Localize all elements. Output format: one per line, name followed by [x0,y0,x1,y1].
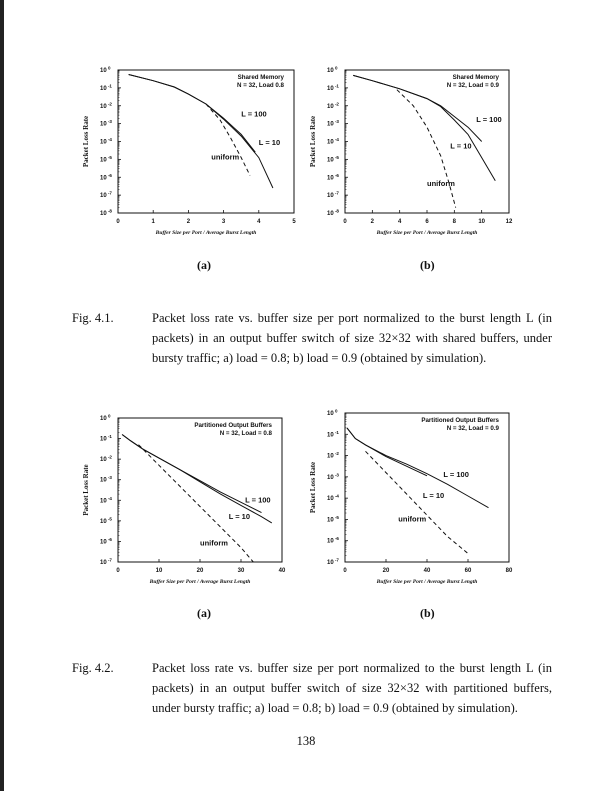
y-tick-label: 10 $^{-3}$ [100,119,112,128]
series-annotation: L = 100 [245,495,271,505]
x-tick-label: 4 [257,219,261,225]
y-tick-label: 10 $^{-4}$ [100,137,112,146]
x-tick-label: 2 [370,219,375,225]
x-axis-label: Buffer Size per Port / Average Burst Length [376,230,478,236]
x-tick-label: 0 [343,568,347,574]
plot-frame [345,70,509,213]
chart-fig-4-2b [287,405,519,603]
caption-text: Packet loss rate vs. buffer size per port normalized to the burst length L (in packets) in an output buffer switch of size 32×32 with shared buffers, under bursty traffic; a) load = 0.8; b) load = 0.9 (obtained by simulation). [152,311,552,365]
series-annotation: L = 10 [450,141,472,151]
y-tick-label: 10 $^{-5}$ [100,154,112,164]
series-annotation: L = 100 [443,469,469,479]
subfigure-label-4-1b: (b) [420,258,435,272]
y-tick-label: 10 $^{-6}$ [327,536,339,545]
y-tick-label: 10 $^{-4}$ [327,137,339,146]
series-annotation: L = 100 [241,109,267,119]
y-tick-label: 10 $^{-7}$ [100,190,112,200]
y-tick-label: 10 $^{-6}$ [100,172,112,182]
y-tick-label: 10 $^{-2}$ [327,451,339,460]
y-tick-label: 10 $^{-4}$ [100,495,112,505]
x-tick-label: 5 [292,219,296,225]
y-tick-label: 10 $^0$ [327,65,338,74]
chart-fig-4-2a [60,410,292,603]
x-tick-label: 4 [397,219,402,225]
chart-title: Shared Memory [237,74,284,81]
series-annotation: uniform [398,514,427,524]
chart-title: Partitioned Output Buffers [194,422,272,429]
chart-subtitle: N = 32, Load = 0.9 [446,82,499,89]
y-tick-label: 10 $^{-5}$ [327,514,339,524]
x-tick-label: 1 [151,219,155,225]
y-tick-label: 10 $^{-5}$ [100,516,112,525]
series-annotation: uniform [200,538,228,548]
series-line-uniform [139,445,254,562]
x-tick-label: 0 [116,568,120,574]
y-tick-label: 10 $^{-6}$ [100,536,112,546]
series-line-uniform [397,90,456,208]
y-axis-label: Packet Loss Rate [309,115,317,168]
series-annotation: L = 10 [258,138,281,148]
x-tick-label: 30 [237,568,245,574]
x-axis-label: Buffer Size per Port / Average Burst Length [155,230,257,236]
y-tick-label: 10 $^0$ [100,413,111,422]
y-tick-label: 10 $^{-3}$ [327,119,339,128]
x-tick-label: 2 [186,219,191,225]
series-line-l-10 [129,75,273,189]
y-axis-label: Packet Loss Rate [82,115,90,168]
plot-frame [345,413,509,562]
x-tick-label: 20 [196,568,204,574]
x-tick-label: 0 [116,219,120,225]
caption-label: Fig. 4.1. [72,311,114,325]
chart-fig-4-1b [287,62,519,254]
series-annotation: L = 10 [422,491,445,501]
caption-label: Fig. 4.2. [72,661,114,675]
y-tick-label: 10 $^{-2}$ [327,101,339,110]
y-tick-label: 10 $^{-2}$ [100,454,112,464]
y-tick-label: 10 $^{-6}$ [327,172,339,182]
subfigure-label-4-2b: (b) [420,606,435,620]
x-tick-label: 12 [505,219,513,225]
y-tick-label: 10 $^0$ [327,408,338,417]
x-tick-label: 20 [382,568,390,574]
series-line-l-100 [122,435,261,513]
y-tick-label: 10 $^{-1}$ [327,429,339,439]
x-tick-label: 8 [452,219,457,225]
x-tick-label: 60 [464,568,472,574]
x-tick-label: 40 [423,568,431,574]
y-tick-label: 10 $^0$ [100,65,111,74]
y-tick-label: 10 $^{-4}$ [327,493,339,503]
y-tick-label: 10 $^{-7}$ [100,557,112,566]
series-annotation: L = 10 [228,511,251,521]
x-tick-label: 10 [478,219,486,225]
y-tick-label: 10 $^{-8}$ [327,208,339,217]
chart-subtitle: N = 32, Load = 0.9 [446,425,499,432]
chart-subtitle: N = 32, Load 0.8 [237,82,284,89]
chart-subtitle: N = 32, Load = 0.8 [219,430,272,437]
series-line-l-100 [347,428,489,508]
y-tick-label: 10 $^{-1}$ [327,83,339,92]
chart-title: Partitioned Output Buffers [421,417,499,424]
y-axis-label: Packet Loss Rate [309,461,317,514]
scan-edge-bar [0,0,4,791]
x-tick-label: 10 [155,568,163,574]
x-tick-label: 0 [343,219,347,225]
caption-fig-4-2 [72,658,552,718]
y-tick-label: 10 $^{-8}$ [100,208,112,217]
series-line-uniform [366,451,469,553]
y-tick-label: 10 $^{-1}$ [100,83,112,92]
x-tick-label: 6 [425,219,429,225]
caption-fig-4-1 [72,308,552,368]
x-tick-label: 40 [278,568,286,574]
page-number: 138 [296,734,316,748]
x-tick-label: 80 [505,568,513,574]
series-line-l-10 [353,75,495,180]
chart-title: Shared Memory [452,74,499,81]
x-tick-label: 3 [221,219,226,225]
y-tick-label: 10 $^{-5}$ [327,154,339,164]
y-tick-label: 10 $^{-1}$ [100,434,112,443]
y-tick-label: 10 $^{-3}$ [100,475,112,484]
y-axis-label: Packet Loss Rate [82,464,90,516]
y-tick-label: 10 $^{-7}$ [327,190,339,200]
chart-fig-4-1a [60,62,304,254]
subfigure-label-4-1a: (a) [197,258,211,272]
subfigure-label-4-2a: (a) [197,606,211,620]
y-tick-label: 10 $^{-3}$ [327,472,339,481]
y-tick-label: 10 $^{-2}$ [100,101,112,110]
series-annotation: uniform [211,152,240,162]
caption-text: Packet loss rate vs. buffer size per port normalized to the burst length L (in packets) in an output buffer switch of size 32×32 with partitioned buffers, under bursty traffic; a) load = 0.8; b) load = 0.9 (obtained by simulation). [152,661,552,715]
x-axis-label: Buffer Size per Port / Average Burst Length [376,579,478,585]
series-annotation: L = 100 [476,114,502,124]
series-annotation: uniform [427,179,455,189]
x-axis-label: Buffer Size per Port / Average Burst Length [149,579,251,585]
y-tick-label: 10 $^{-7}$ [327,557,339,566]
